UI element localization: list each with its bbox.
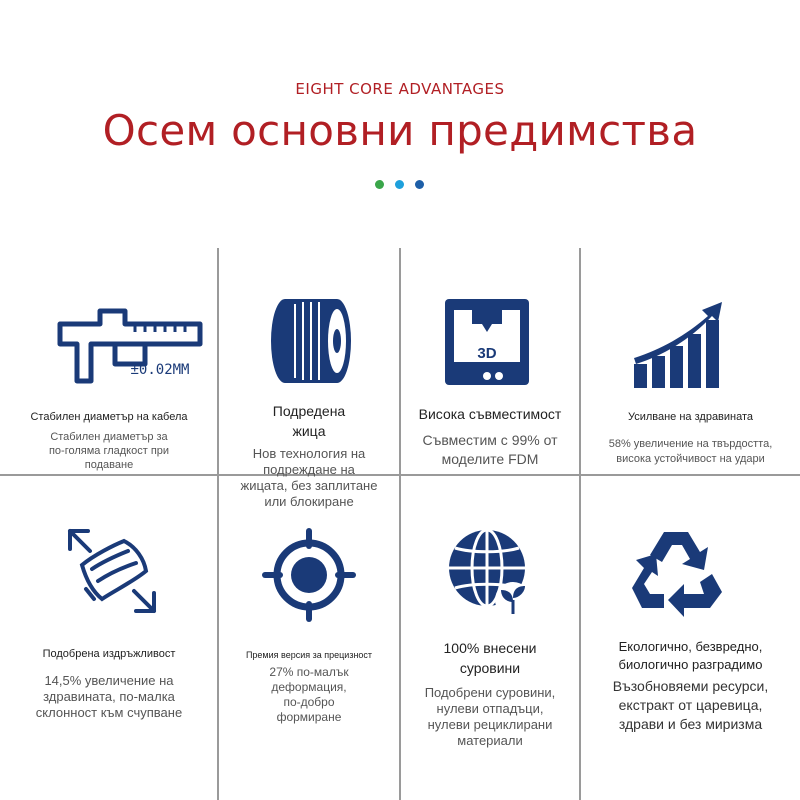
dot-lightblue [395,180,404,189]
desc-line: моделите FDM [441,451,539,467]
desc-line: Нов технология на [252,446,366,461]
dot-green [375,180,384,189]
feature-desc-7 [401,685,579,749]
desc-line: жицата, без заплитане [240,478,378,493]
title-line: 100% внесени [443,640,537,656]
durability-icon [64,525,160,617]
eco-globe-icon [447,526,535,618]
dot-blue [415,180,424,189]
feature-title-5: Подобрена издръжливост [42,648,176,660]
caliper-tolerance-text: ±0.02MM [130,362,190,378]
feature-title-8 [581,638,800,674]
title-line: Подредена [272,403,346,419]
3d-printer-icon [442,296,532,388]
filament-spool-icon [267,296,355,386]
desc-line: склонност към счупване [35,705,183,720]
feature-title-3: Висока съвместимост [418,406,562,422]
title-line: суровини [459,660,521,676]
desc-line: висока устойчивост на удари [616,453,765,465]
feature-title-4: Усилване на здравината [627,411,754,423]
title-line: жица [292,423,326,439]
decorative-dots [0,180,800,192]
desc-line: по-голяма гладкост при [48,445,170,457]
feature-desc-4 [581,437,800,467]
desc-line: по-добро [283,695,335,709]
feature-desc-8 [581,677,800,734]
feature-title-6: Премия версия за прецизност [245,650,373,660]
feature-title-2 [219,401,399,441]
desc-line: 14,5% увеличение на [44,673,174,688]
feature-desc-5 [0,673,218,721]
desc-line: 58% увеличение на твърдостта, [608,438,773,450]
feature-desc-2 [219,446,399,510]
desc-line: Подобрени суровини, [424,685,556,700]
desc-line: Съвместим с 99% от [422,432,558,448]
feature-desc-1 [0,430,218,472]
desc-line: или блокиране [264,494,354,509]
desc-line: здрави и без миризма [618,716,763,732]
desc-line: Стабилен диаметър за [50,431,168,443]
feature-desc-3 [401,431,579,469]
title-line: биологично разградимо [618,657,763,672]
desc-line: деформация, [271,680,347,694]
growth-chart-icon [630,298,726,390]
desc-line: 27% по-малък [269,665,349,679]
feature-title-1: Стабилен диаметър на кабела [30,411,188,423]
page-title: Осем основни предимства [102,106,698,155]
printer-3d-text: 3D [477,345,497,362]
recycle-icon [628,526,724,618]
desc-line: здравината, по-малка [43,689,175,704]
title-line: Екологично, безвредно, [618,639,763,654]
desc-line: Възобновяеми ресурси, [612,678,769,694]
target-icon [262,528,356,622]
eyebrow-title: EIGHT CORE ADVANTAGES [295,80,505,98]
feature-desc-6 [219,665,399,725]
desc-line: подреждане на [263,462,355,477]
desc-line: нулеви отпадъци, [436,701,544,716]
desc-line: материали [457,733,523,748]
desc-line: подаване [84,459,134,471]
desc-line: формиране [276,710,342,724]
desc-line: нулеви рециклирани [427,717,553,732]
feature-title-7 [401,638,579,678]
desc-line: екстракт от царевица, [618,697,763,713]
